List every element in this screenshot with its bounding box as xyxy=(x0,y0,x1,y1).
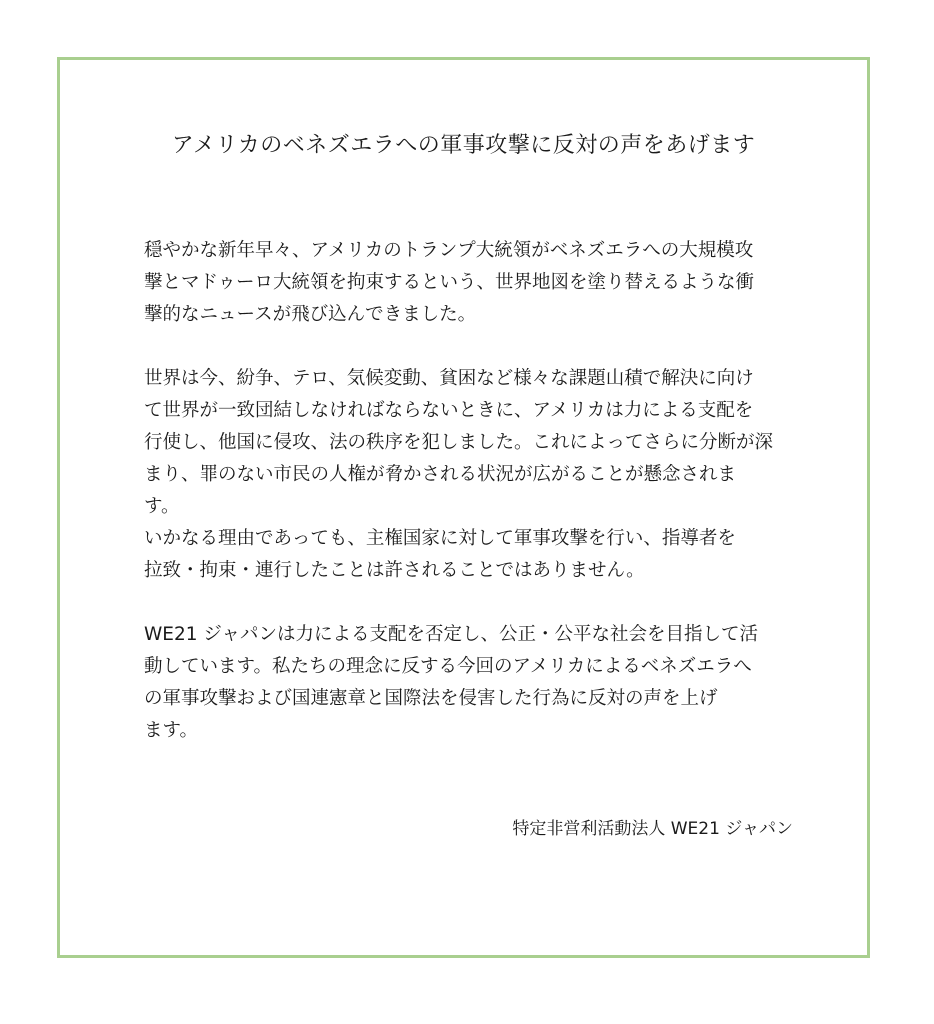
document-title: アメリカのベネズエラへの軍事攻撃に反対の声をあげます xyxy=(171,133,756,158)
text-line: 拉致・拘束・連行したことは許されることではありません。 xyxy=(144,560,645,581)
document-body xyxy=(144,235,794,747)
text-line: の軍事攻撃および国連憲章と国際法を侵害した行為に反対の声を上げ xyxy=(144,688,718,709)
paragraph-1 xyxy=(144,235,794,331)
text-line: す。 xyxy=(144,496,180,517)
paragraph-2 xyxy=(144,363,794,587)
paragraph-3 xyxy=(144,619,794,747)
text-line: いかなる理由であっても、主権国家に対して軍事攻撃を行い、指導者を xyxy=(144,528,736,549)
text-line: ます。 xyxy=(144,720,199,741)
text-line: まり、罪のない市民の人権が脅かされる状況が広がることが懸念されま xyxy=(144,464,737,485)
text-line: て世界が一致団結しなければならないときに、アメリカは力による支配を xyxy=(144,400,754,421)
text-line: 撃とマドゥーロ大統領を拘束するという、世界地図を塗り替えるような衝 xyxy=(144,272,755,293)
text-line: 行使し、他国に侵攻、法の秩序を犯しました。これによってさらに分断が深 xyxy=(144,432,774,453)
signature: 特定非営利活動法人 WE21 ジャパン xyxy=(512,819,793,839)
text-line: 動しています。私たちの理念に反する今回のアメリカによるベネズエラへ xyxy=(144,656,752,677)
document-frame xyxy=(57,57,870,958)
text-line: 世界は今、紛争、テロ、気候変動、貧困など様々な課題山積で解決に向け xyxy=(144,368,754,389)
text-line: 撃的なニュースが飛び込んできました。 xyxy=(144,304,477,325)
text-line: 穏やかな新年早々、アメリカのトランプ大統領がベネズエラへの大規模攻 xyxy=(144,240,754,261)
text-line: WE21 ジャパンは力による支配を否定し、公正・公平な社会を目指して活 xyxy=(144,624,759,645)
